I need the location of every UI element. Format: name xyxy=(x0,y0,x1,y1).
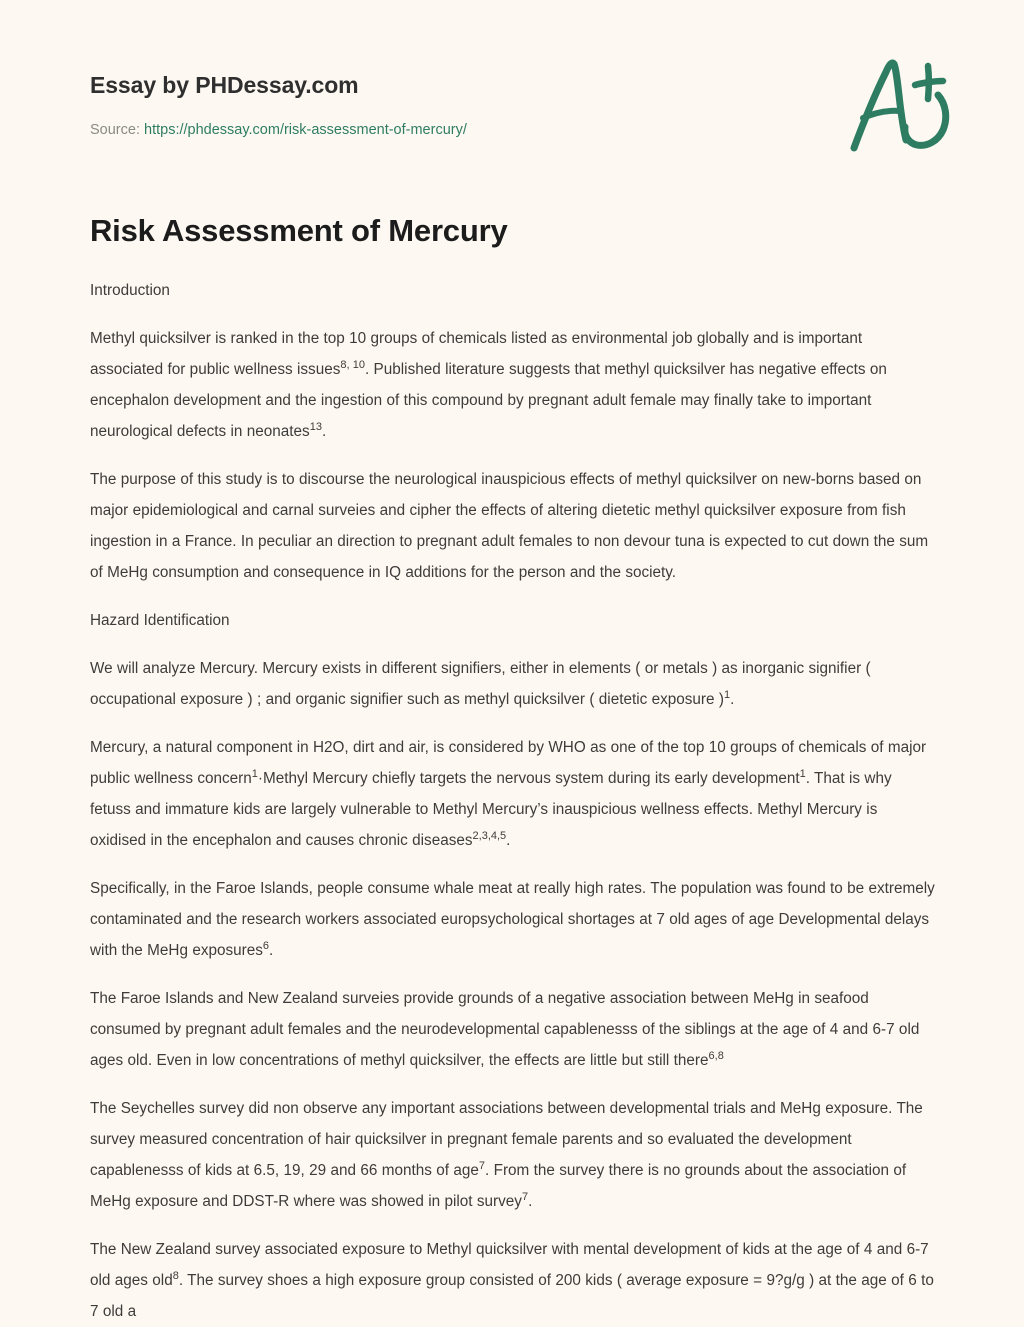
a-plus-logo-icon xyxy=(842,52,962,157)
para-intro-2: The purpose of this study is to discourse the neurological inauspicious effects of methyl quicksilver on new-borns based on major epidemiological and carnal surveies and cipher the effects of altering dietetic methyl quicksilver exposure from fish ingestion in a France. In peculiar an direction to pregnant adult females to non devour tuna is expected to cut down the sum of MeHg consumption and consequence in IQ additions for the person and the society. xyxy=(90,471,929,582)
citation-superscript: 1 xyxy=(799,768,806,781)
para-hazard-2: Mercury, a natural component in H2O, dirt and air, is considered by WHO as one of the top 10 groups of chemicals of major public wellness concern$^1$·Methyl Mercury chiefly targets the nervous system during its early development$^1$. That is why fetuss and immature kids are largely vulnerable to Methyl Mercury’s inauspicious wellness effects. Methyl Mercury is oxidised in the encephalon and causes chronic diseases$^{2,3,4,5}$. xyxy=(90,739,927,850)
page-title: Risk Assessment of Mercury xyxy=(90,213,508,248)
citation-superscript: 13 xyxy=(309,421,322,434)
essay-body xyxy=(0,249,1024,1327)
brand-title: Essay by PHDessay.com xyxy=(90,72,359,98)
citation-superscript: 8, 10 xyxy=(340,359,365,372)
heading-hazard-identification: Hazard Identification xyxy=(90,612,230,630)
citation-superscript: 6 xyxy=(262,940,270,953)
citation-superscript: 7 xyxy=(521,1191,529,1204)
citation-superscript: 1 xyxy=(251,768,258,781)
citation-superscript: 2,3,4,5 xyxy=(472,830,507,843)
para-new-zealand: The New Zealand survey associated exposure to Methyl quicksilver with mental development of kids at the age of 4 and 6-7 old ages old$^8$. The survey shoes a high exposure group consisted of 200 kids ( average exposure = 9?g/g ) at the age of 6 to 7 old a xyxy=(90,1241,934,1321)
source-line xyxy=(90,121,960,140)
citation-superscript: 8 xyxy=(172,1270,179,1283)
citation-superscript: 1 xyxy=(723,689,731,702)
para-faroe-1: Specifically, in the Faroe Islands, people consume whale meat at really high rates. The population was found to be extremely contaminated and the research workers associated europsychological shortages at 7 old ages of age Developmental delays with the MeHg exposures$^6$. xyxy=(90,880,935,960)
source-label: Source: xyxy=(90,121,140,138)
source-url-link[interactable]: https://phdessay.com/risk-assessment-of-mercury/ xyxy=(144,121,467,138)
para-seychelles: The Seychelles survey did non observe any important associations between developmental trials and MeHg exposure. The survey measured concentration of hair quicksilver in pregnant female parents and so evaluated the development capablenesss of kids at 6.5, 19, 29 and 66 months of age$^7$. From the survey there is no grounds about the association of MeHg exposure and DDST-R where was showed in pilot survey$^7$. xyxy=(90,1100,923,1211)
para-faroe-2: The Faroe Islands and New Zealand surveies provide grounds of a negative association between MeHg in seafood consumed by pregnant adult females and the neurodevelopmental capablenesss of the siblings at the age of 4 and 6-7 old ages old. Even in low concentrations of methyl quicksilver, the effects are little but still there$^{6,8}$ xyxy=(90,990,920,1070)
para-hazard-1: We will analyze Mercury. Mercury exists in different signifiers, either in elements ( or metals ) as inorganic signifier ( occupational exposure ) ; and organic signifier such as methyl quicksilver ( dietetic exposure )$^1$. xyxy=(90,660,871,709)
page-header xyxy=(0,0,1024,150)
citation-superscript: 7 xyxy=(478,1160,486,1173)
para-intro-1: Methyl quicksilver is ranked in the top 10 groups of chemicals listed as environmental job globally and is important associated for public wellness issues$^{8, 10}$. Published literature suggests that methyl quicksilver has negative effects on encephalon development and the ingestion of this compound by pregnant adult female may finally take to important neurological defects in neonates$^{13}$. xyxy=(90,330,887,441)
heading-introduction: Introduction xyxy=(90,282,170,300)
citation-superscript: 6,8 xyxy=(708,1050,724,1063)
